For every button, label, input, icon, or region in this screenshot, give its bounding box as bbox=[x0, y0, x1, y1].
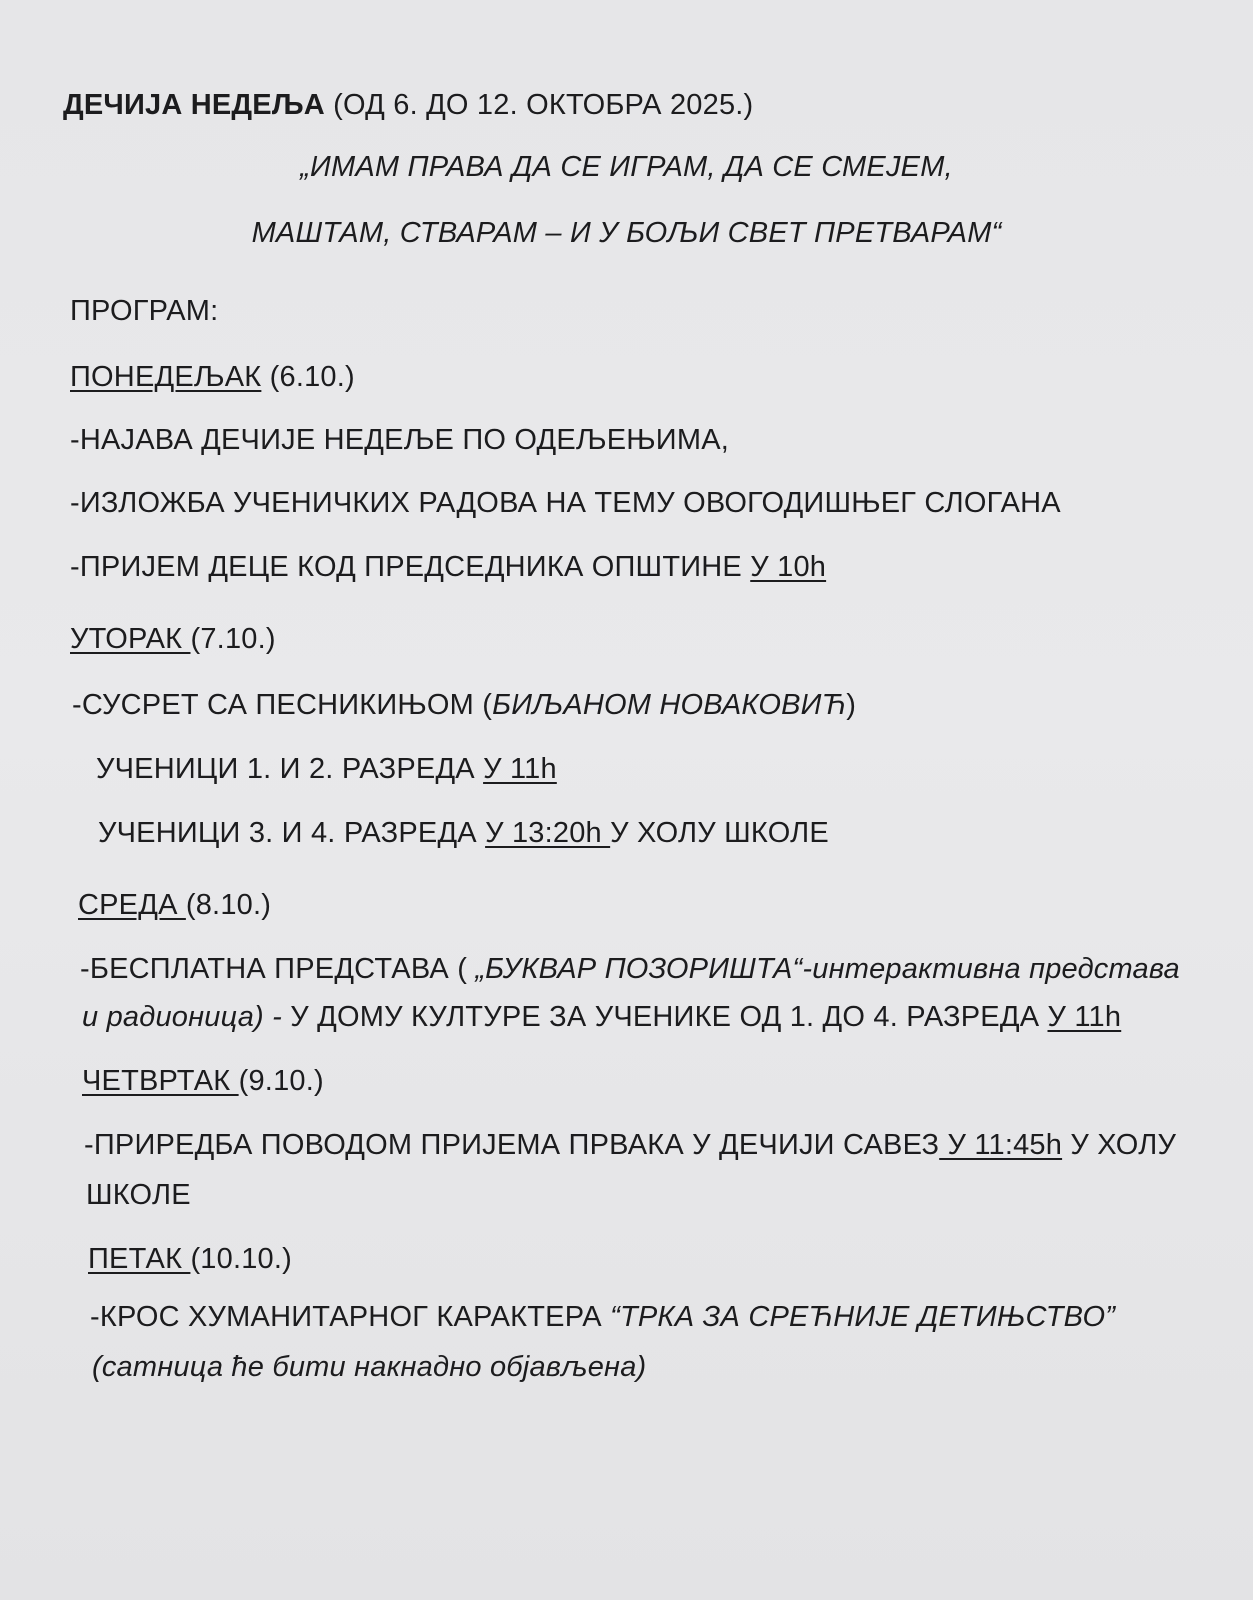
tuesday-group-1-text: УЧЕНИЦИ 1. И 2. РАЗРЕДА bbox=[96, 753, 484, 785]
friday-race-title: “ТРКА ЗА СРЕЋНИЈЕ ДЕТИЊСТВО” bbox=[610, 1301, 1116, 1333]
friday-item-1 bbox=[90, 1300, 1115, 1334]
thursday-item-1-time: У 11:45h bbox=[939, 1129, 1063, 1161]
wednesday-item-1 bbox=[80, 952, 1180, 986]
tuesday-item-1-text: -СУСРЕТ СА ПЕСНИКИЊОМ ( bbox=[72, 689, 493, 721]
monday-item-3-text: -ПРИЈЕМ ДЕЦЕ КОД ПРЕДСЕДНИКА ОПШТИНЕ bbox=[70, 551, 751, 583]
thursday-date: (9.10.) bbox=[238, 1065, 324, 1097]
document-title bbox=[63, 88, 753, 122]
monday-item-3 bbox=[70, 550, 826, 584]
wednesday-show-title: „БУКВАР ПОЗОРИШТА“-интерактивна представа bbox=[475, 953, 1180, 985]
friday-date: (10.10.) bbox=[190, 1243, 292, 1275]
tuesday-group-2-time: У 13:20h bbox=[485, 817, 611, 849]
monday-day: ПОНЕДЕЉАК bbox=[70, 361, 262, 393]
title-dates: (ОД 6. ДО 12. ОКТОБРА 2025.) bbox=[324, 89, 754, 121]
wednesday-item-1-time: У 11h bbox=[1047, 1001, 1122, 1033]
tuesday-item-1-close: ) bbox=[846, 689, 857, 721]
title-event: ДЕЧИЈА НЕДЕЉА bbox=[63, 89, 325, 121]
tuesday-group-1-time: У 11h bbox=[483, 753, 557, 785]
monday-item-3-time: У 10h bbox=[750, 551, 827, 583]
tuesday-item-1 bbox=[72, 688, 856, 722]
tuesday-group-2 bbox=[98, 816, 829, 850]
monday-heading bbox=[70, 360, 355, 394]
monday-date: (6.10.) bbox=[261, 361, 355, 393]
tuesday-date: (7.10.) bbox=[190, 623, 276, 655]
wednesday-day: СРЕДА bbox=[78, 889, 186, 921]
thursday-item-1-text: -ПРИРЕДБА ПОВОДОМ ПРИЈЕМА ПРВАКА У ДЕЧИЈИ САВЕЗ bbox=[84, 1129, 940, 1161]
thursday-item-1-place: У ХОЛУ bbox=[1062, 1129, 1177, 1161]
thursday-heading bbox=[82, 1064, 324, 1098]
program-label: ПРОГРАМ: bbox=[70, 295, 219, 327]
wednesday-heading bbox=[78, 888, 271, 922]
tuesday-group-2-place: У ХОЛУ ШКОЛЕ bbox=[610, 817, 829, 849]
monday-item-1: -НАЈАВА ДЕЧИЈЕ НЕДЕЉЕ ПО ОДЕЉЕЊИМА, bbox=[70, 424, 730, 456]
wednesday-item-1-cont bbox=[82, 1000, 1121, 1034]
tuesday-poet-name: БИЉАНОМ НОВАКОВИЋ bbox=[492, 689, 847, 721]
monday-item-2: -ИЗЛОЖБА УЧЕНИЧКИХ РАДОВА НА ТЕМУ ОВОГОДИШЊЕГ СЛОГАНА bbox=[70, 487, 1061, 519]
thursday-day: ЧЕТВРТАК bbox=[82, 1065, 239, 1097]
slogan-line-1: „ИМАМ ПРАВА ДА СЕ ИГРАМ, ДА СЕ СМЕЈЕМ, bbox=[300, 151, 953, 183]
wednesday-date: (8.10.) bbox=[185, 889, 272, 921]
friday-item-1-note: (сатница ће бити накнадно објављена) bbox=[92, 1351, 647, 1383]
friday-heading bbox=[88, 1242, 292, 1276]
tuesday-group-1 bbox=[96, 752, 557, 786]
thursday-item-1 bbox=[84, 1128, 1176, 1162]
tuesday-heading bbox=[70, 622, 276, 656]
thursday-item-1-cont: ШКОЛЕ bbox=[86, 1179, 191, 1211]
wednesday-show-title-cont: и радионица) - bbox=[82, 1001, 291, 1033]
friday-item-1-text: -КРОС ХУМАНИТАРНОГ КАРАКТЕРА bbox=[90, 1301, 611, 1333]
tuesday-day: УТОРАК bbox=[70, 623, 191, 655]
wednesday-item-1-rest: У ДОМУ КУЛТУРЕ ЗА УЧЕНИКЕ ОД 1. ДО 4. РАЗРЕДА bbox=[290, 1001, 1048, 1033]
tuesday-group-2-text: УЧЕНИЦИ 3. И 4. РАЗРЕДА bbox=[98, 817, 486, 849]
wednesday-item-1-text: -БЕСПЛАТНА ПРЕДСТАВА ( bbox=[80, 953, 476, 985]
friday-day: ПЕТАК bbox=[88, 1243, 191, 1275]
slogan-line-2: МАШТАМ, СТВАРАМ – И У БОЉИ СВЕТ ПРЕТВАРАМ“ bbox=[251, 217, 1002, 249]
